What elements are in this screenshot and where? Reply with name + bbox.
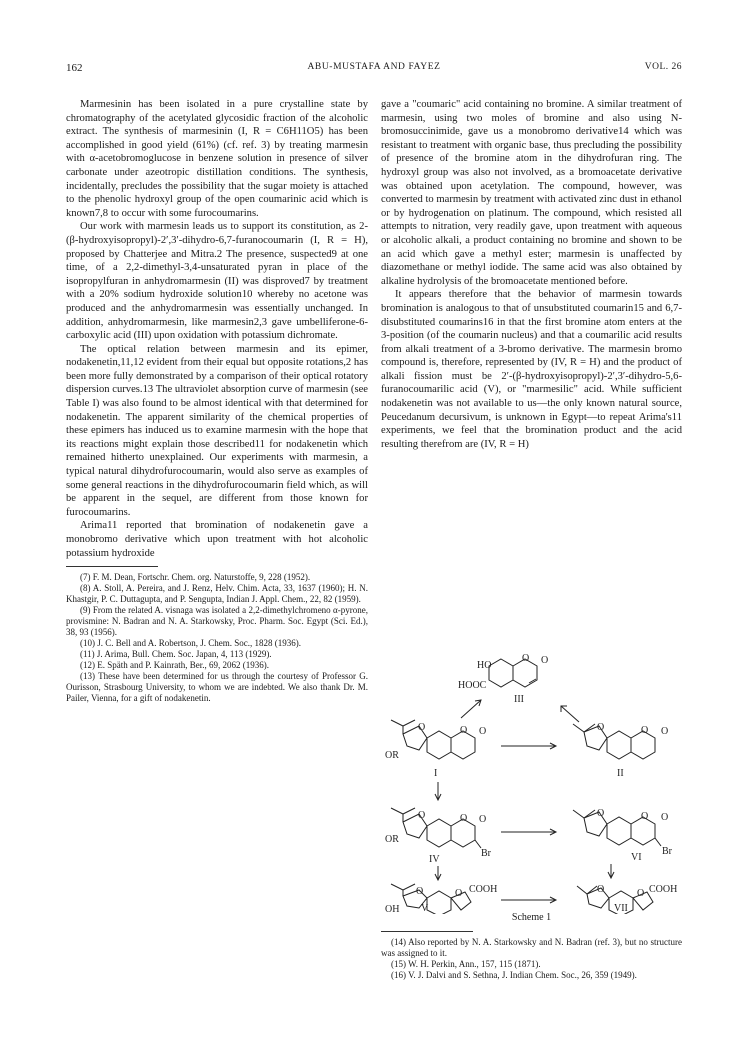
running-head: ABU-MUSTAFA AND FAYEZ bbox=[307, 62, 441, 72]
footnote: (8) A. Stoll, A. Pereira, and J. Renz, Helv. Chim. Acta, 33, 1637 (1960); H. N. Khastgir, P. C. Duttagupta, and P. Sengupta, Indian J. Appl. Chem., 22, 82 (1959). bbox=[66, 583, 368, 605]
hooc-label: HOOC bbox=[458, 680, 487, 691]
compound-number: VI bbox=[631, 852, 642, 863]
cooh-label: COOH bbox=[469, 884, 498, 895]
or-label: OR bbox=[385, 834, 399, 845]
footnote: (14) Also reported by N. A. Starkowsky and N. Badran (ref. 3), but no structure was assigned to it. bbox=[381, 937, 682, 958]
oxygen-label: O bbox=[541, 655, 549, 666]
oxygen-label: O bbox=[661, 726, 669, 737]
footnote: (10) J. C. Bell and A. Robertson, J. Chem. Soc., 1828 (1936). bbox=[80, 638, 301, 649]
compound-II bbox=[573, 722, 668, 779]
oxygen-label: O bbox=[522, 654, 530, 664]
oxygen-label: O bbox=[597, 722, 605, 733]
scheme-caption-block bbox=[381, 903, 682, 923]
footnote: (13) These have been determined for us through the courtesy of Professor G. Ourisson, Strasbourg University, to whom we are indebted. We also thank Dr. M. Pailer, Vienna, for a gift of nodakenetin. bbox=[66, 671, 368, 704]
reaction-scheme bbox=[381, 654, 682, 914]
or-label: OR bbox=[385, 750, 399, 761]
footnote: (12) E. Späth and P. Kainrath, Ber., 69, 2062 (1936). bbox=[80, 660, 269, 671]
compound-III bbox=[458, 654, 548, 705]
paragraph: The optical relation between marmesin and its epimer, nodakenetin,11,12 evident from their equal but opposite rotations,2 has been more fully demonstrated by a comparison of their optical rotatory dispersion curves.13 The ultraviolet absorption curve of marmesin (see Table I) was also found to be almost identical with that determined for nodakenetin. The apparent similarity of the chemical properties of these epimers has induced us to examine marmesin with the hope that its reactions might explain those described11 for nodakenetin which remained hitherto unexplained. Our experiments with marmesin, a typical natural dihydrofurocoumarin, would also serve as examples of some general reactions in the dihydrofurocoumarin field which, as will be apparent in the sequel, are different from those known for furocoumarins. bbox=[66, 343, 368, 518]
compound-I bbox=[385, 720, 486, 779]
oxygen-label: O bbox=[418, 722, 426, 733]
left-column bbox=[66, 98, 368, 704]
cooh-label: COOH bbox=[649, 884, 678, 895]
compound-number: VII bbox=[614, 903, 628, 914]
right-column bbox=[381, 98, 682, 451]
compound-number: III bbox=[514, 694, 524, 705]
paragraph: Arima11 reported that bromination of nodakenetin gave a monobromo derivative which upon treatment with hot alcoholic potassium hydroxide bbox=[66, 520, 368, 559]
page-header bbox=[66, 62, 682, 76]
bromine-label: Br bbox=[481, 848, 491, 859]
paragraph: gave a "coumaric" acid containing no bromine. A similar treatment of marmesin, using two moles of bromine and also using N-bromosuccinimide, gave us a monobromo derivative14 which was resistant to treatment with organic base, thus precluding the possibility of presence of the bromine atom in the dihydrofuran ring. The hydroxyl group was also not involved, as a bromoacetate derivative was obtained upon acetylation. The compound, however, was converted to marmesin by treatment with activated zinc dust in ethanol or by hydrogenation on platinum. The compound, which resisted all attempts to nitration, very readily gave, upon treatment with aqueous or alcoholic alkali, a product containing no bromine and shown to be an acid which gave a methyl ester; marmesin is unaffected by diazomethane or methyl iodide. The same acid was also obtained by alkaline hydrolysis of the bromoacetate mentioned before. bbox=[381, 99, 682, 287]
footnote: (15) W. H. Perkin, Ann., 157, 115 (1871). bbox=[391, 959, 541, 969]
oh-label: OH bbox=[385, 904, 400, 914]
right-footnotes bbox=[381, 925, 682, 981]
oxygen-label: O bbox=[661, 812, 669, 823]
scheme-caption: Scheme 1 bbox=[511, 912, 552, 923]
paragraph: Marmesinin has been isolated in a pure crystalline state by chromatography of the acetylated glycosidic fraction of the alcoholic extract. The synthesis of marmesinin (I, R = C6H11O5) has been accomplished in good yield (61%) (cf. ref. 3) by treating marmesin with α-acetobromoglucose in benzene solution in presence of silver carbonate under azeotropic distillation conditions. The synthesis, incidentally, precludes the possibility that the sugar moiety is attached to the phenolic hydroxyl group of the open coumarinic acid which is known7,8 to occur with some furocoumarins. bbox=[66, 99, 368, 219]
compound-IV bbox=[385, 808, 492, 865]
oxygen-label: O bbox=[641, 725, 649, 736]
oxygen-label: O bbox=[641, 811, 649, 822]
bromine-label: Br bbox=[662, 846, 672, 857]
oxygen-label: O bbox=[460, 725, 468, 736]
footnote: (9) From the related A. visnaga was isolated a 2,2-dimethylchromeno α-pyrone, provismine: N. Badran and N. A. Starkowsky, Proc. Pharm. Soc. Egypt (Sci. Ed.), 38, 93 (1956). bbox=[66, 605, 368, 638]
oxygen-label: O bbox=[455, 888, 463, 899]
footnote-rule bbox=[66, 566, 158, 567]
footnote: (7) F. M. Dean, Fortschr. Chem. org. Naturstoffe, 9, 228 (1952). bbox=[80, 572, 311, 583]
footnote-rule bbox=[381, 931, 473, 932]
compound-VI bbox=[573, 808, 673, 863]
compound-number: I bbox=[434, 768, 438, 779]
paragraph: It appears therefore that the behavior of marmesin towards bromination is analogous to that of unsubstituted coumarin15 and 6,7-disubstituted coumarins16 in that the first bromine atom enters at the 3-position (of the coumarin nucleus) and that a coumarilic acid results from alkali treatment of a 3-bromo derivative. The marmesin bromo compound is, therefore, represented by (IV, R = H) and the product of alkali fission must be 2′-(β-hydroxyisopropyl)-2′,3′-dihydro-5,6-furanocoumarilic acid (V), or "marmesilic" acid. While sufficient nodakenetin was not available to us—the only known natural source, Peucedanum decursivum, is unknown in Egypt—to repeat Arima's11 experiments, we feel that the bromination product and the acid resulting therefrom are (IV, R = H) bbox=[381, 289, 682, 450]
oxygen-label: O bbox=[479, 726, 487, 737]
compound-number: V bbox=[421, 903, 429, 914]
arrow bbox=[461, 700, 481, 718]
volume-label: VOL. 26 bbox=[644, 62, 682, 72]
page-number: 162 bbox=[66, 62, 83, 74]
ho-label: HO bbox=[477, 660, 492, 671]
oxygen-label: O bbox=[460, 813, 468, 824]
oxygen-label: O bbox=[479, 814, 487, 825]
footnote: (16) V. J. Dalvi and S. Sethna, J. Indian Chem. Soc., 26, 359 (1949). bbox=[391, 970, 637, 980]
paragraph: Our work with marmesin leads us to support its constitution, as 2-(β-hydroxyisopropyl)-2′,3′-dihydro-6,7-furanocoumarin (I, R = H), proposed by Chatterjee and Mitra.2 The presence, suspected9 at one time, of a 2,2-dimethyl-3,4-unsaturated pyran in place of the isopropylfuran in anhydromarmesin (II) was disproved7 by treatment with a 20% sodium hydroxide solution10 whereby no acetone was produced and the anhydromarmesin was essentially unchanged. In addition, anhydromarmesin, like marmesin2,3 gave umbelliferone-6-carboxylic acid (III) upon oxidation with potassium dichromate. bbox=[66, 221, 368, 342]
arrow bbox=[561, 706, 579, 722]
oxygen-label: O bbox=[597, 808, 605, 819]
compound-number: II bbox=[617, 768, 624, 779]
oxygen-label: O bbox=[416, 886, 424, 897]
compound-number: IV bbox=[429, 854, 440, 865]
oxygen-label: O bbox=[597, 884, 605, 895]
footnote: (11) J. Arima, Bull. Chem. Soc. Japan, 4, 113 (1929). bbox=[80, 649, 272, 660]
oxygen-label: O bbox=[418, 810, 426, 821]
oxygen-label: O bbox=[637, 888, 645, 899]
